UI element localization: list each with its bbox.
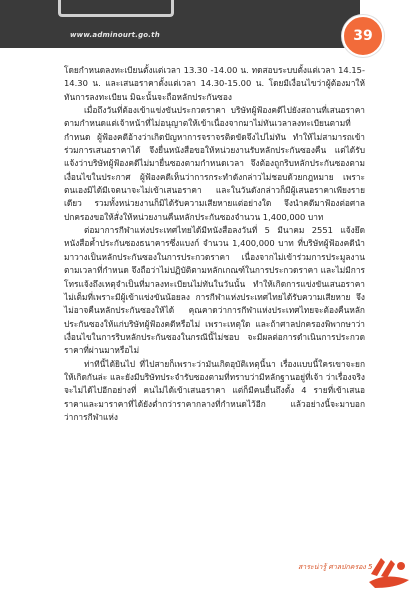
decorative-brush-mark-icon (367, 552, 411, 592)
header-frame-decoration (58, 0, 174, 17)
website-url: www.adminourt.go.th (70, 31, 160, 39)
paragraph: โดยกำหนดลงทะเบียนตั้งแต่เวลา 13.30 -14.00 น. ทดสอบระบบตั้งแต่เวลา 14.15-14.30 น. และเสนอราคาตั้งแต่เวลา 14.30-15.00 น. โดยมีเงื่อนไขว่าผู้ต้องมาให้ทันการลงทะเบียน มิฉะนั้นจะถือหลักประกันซอง (64, 65, 365, 102)
footer-publication-title: สาระน่ารู้ ศาลปกครอง 5 (298, 563, 373, 571)
paragraph: ต่อมาการกีฬาแห่งประเทศไทยได้มีหนังสือลงวันที่ 5 มีนาคม 2551 แจ้งยึดหนังสือค้ำประกันซองธนาคารซึ่งแบงก์ จำนวน 1,400,000 บาท ที่บริษัทผู้ฟ้องคดีนำมาวางเป็นหลักประกันซองในการประกวดราคา เนื่องจากไม่เข้าร่วมการประมูลงานตามเวลาที่กำหนด จึงถือว่าไม่ปฏิบัติตามหลักเกณฑ์ในการประกวดราคา และไม่มีการโทรแจ้งถึงเหตุจำเป็นที่มาลงทะเบียนไม่ทันในวันนั้น ทำให้เกิดการแข่งขันเสนอราคาไม่เต็มที่เพราะมีผู้เข้าแข่งขันน้อยลง การกีฬาแห่งประเทศไทยได้รับความเสียหาย จึงไม่อาจคืนหลักประกันซองให้ได้ คุณคาดว่าการกีฬาแห่งประเทศไทยจะต้องคืนหลักประกันซองให้แก่บริษัทผู้ฟ้องคดีหรือไม่ เพราะเหตุใด และถ้าศาลปกครองพิพากษาว่าเงื่อนไขในการริบหลักประกันซองในกรณีนี้ไม่ชอบ จะมีผลต่อการดำเนินการประกวดราคาที่ผ่านมาหรือไม่ (64, 225, 365, 356)
page-header (0, 0, 420, 54)
header-dark-band (0, 0, 360, 48)
page-number-badge (342, 15, 384, 57)
paragraph: ท่าทีนี้ได้ยินไป ที่ไปสายก็เพราะว่ามันเกิดอุบัติเหตุนี้นา เรื่องแบบนี้ใครเขาจะยกให้เกิดกันล่ะ และยังมีบริษัทประจำรับซองตามที่ทราบว่ามีหลักฐานอยู่ที่เจ้า ว่าเรื่องจริงจะไม่ได้ไปอีกอย่างที่ คนไม่ได้เข้าเสนอราคา แต่ก็มีคนยื่นถึงตั้ง 4 รายที่เข้าเสนอราคาและมาราคาที่ได้ยังต่ำกว่าราคากลางที่กำหนดไว้อีก แล้วอย่างนี้จะมาบอกว่าการกีฬาแห่ง (64, 358, 365, 422)
paragraph: เมื่อถึงวันที่ต้องเข้าแข่งขันประกวดราคา บริษัทผู้ฟ้องคดีไปยังสถานที่เสนอราคาตามกำหนดแต่เจ้าหน้าที่ไม่อนุญาตให้เข้าเนื่องจากมาไม่ทันเวลาลงทะเบียนตามที่กำหนด ผู้ฟ้องคดีอ้างว่าเกิดปัญหาการจราจรติดขัดจึงไปไม่ทัน ทำให้ไม่สามารถเข้าร่วมการเสนอราคาได้ จึงยื่นหนังสือขอให้หน่วยงานรับหลักประกันซองคืน แต่ได้รับแจ้งว่าบริษัทผู้ฟ้องคดีไม่มายื่นซองตามกำหนดเวลา จึงต้องถูกริบหลักประกันซองตามเงื่อนไขในประกาศ ผู้ฟ้องคดีเห็นว่าการกระทำดังกล่าวไม่ชอบด้วยกฎหมาย เพราะตนเองมิได้มีเจตนาจะไม่เข้าเสนอราคา และในวันดังกล่าวก็มีผู้เสนอราคาเพียงรายเดียว รวมทั้งหน่วยงานก็มิได้รับความเสียหายแต่อย่างใด จึงนำคดีมาฟ้องต่อศาลปกครองขอให้สั่งให้หน่วยงานคืนหลักประกันซองจำนวน 1,400,000 บาท (64, 105, 365, 222)
article-body (64, 64, 365, 424)
page-number: 39 (353, 28, 373, 44)
